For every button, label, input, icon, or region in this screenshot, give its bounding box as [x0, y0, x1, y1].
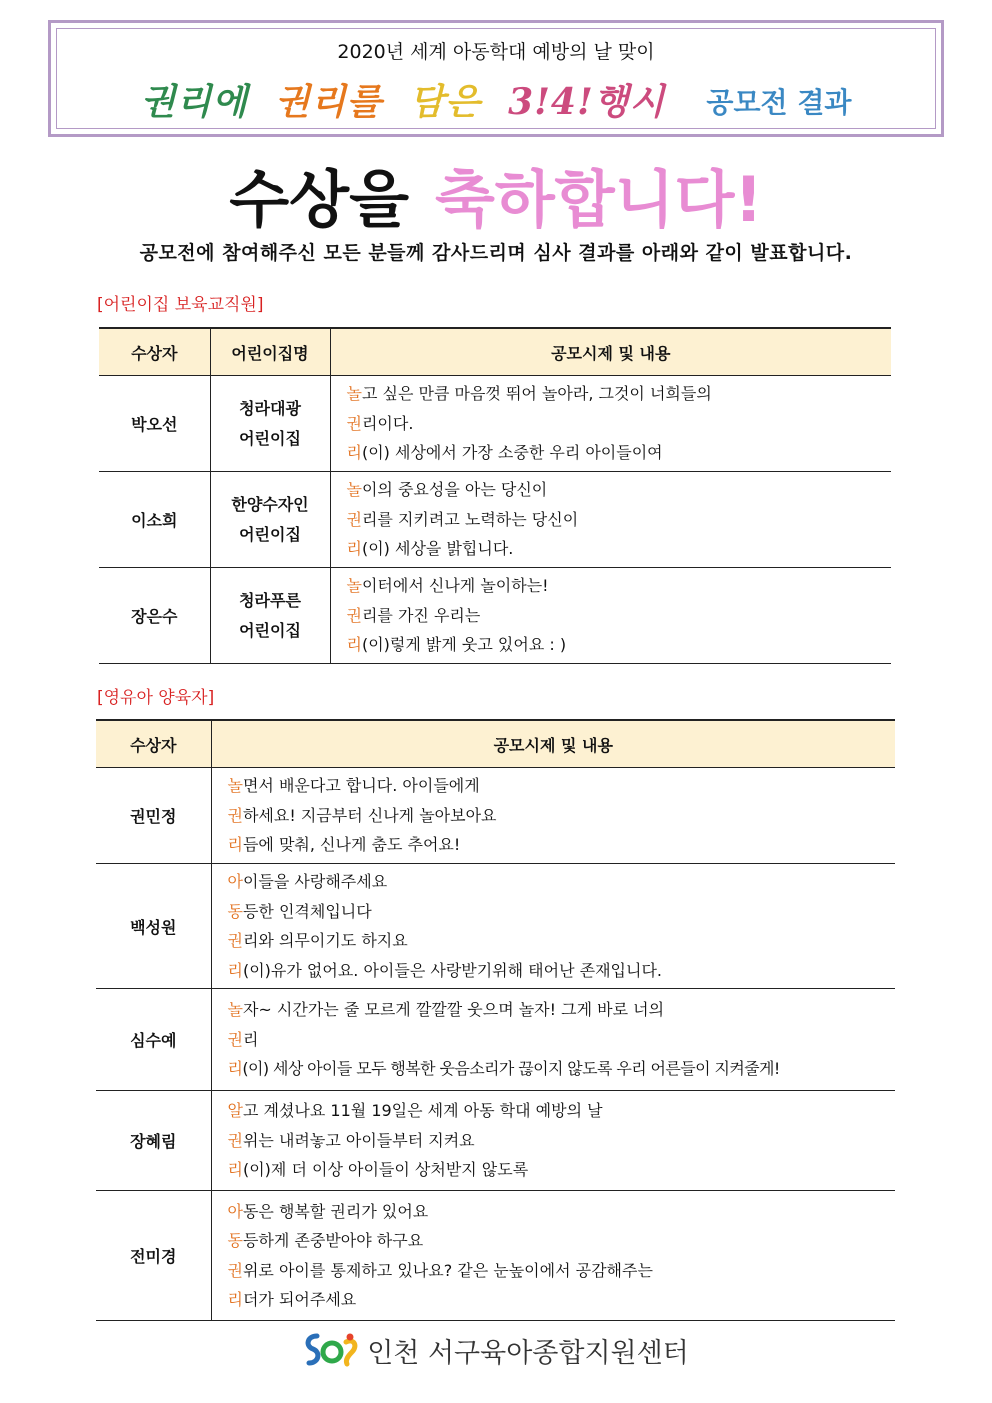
poem-initial: 놀: [346, 576, 362, 596]
staff-results-table: [99, 327, 891, 664]
poem-line: [347, 438, 891, 468]
poem-text: 리이다.: [361, 413, 414, 433]
poem-initial: 권: [346, 605, 362, 625]
winner-name: 권민정: [96, 768, 211, 864]
col-header-winner: 수상자: [96, 720, 211, 768]
poem-text: 이의 중요성을 아는 당신이: [361, 480, 548, 500]
poem-line: [228, 1197, 895, 1227]
poem-word-3: 담은: [409, 81, 481, 123]
poem-line: [228, 926, 895, 956]
poem-text: 하세요! 지금부터 신나게 놀아보아요: [242, 805, 497, 825]
poem-text: 면서 배운다고 합니다. 아이들에게: [242, 776, 480, 796]
poem-initial: 리: [227, 835, 243, 855]
poem-initial: 동: [227, 1231, 243, 1250]
parent-results-table: [96, 719, 895, 1321]
poem-line: [228, 1256, 895, 1286]
daycare-name-line: 어린이집: [239, 428, 301, 448]
winner-name: 심수예: [96, 989, 211, 1091]
poem-line: [228, 830, 895, 860]
col-header-daycare: 어린이집명: [210, 328, 330, 376]
poem-initial: 권: [227, 1260, 243, 1280]
poem-line: [228, 1226, 895, 1256]
poem-line: [228, 995, 895, 1025]
poem-line: [228, 1096, 895, 1126]
footer: [0, 1330, 992, 1370]
poem-content: [330, 472, 891, 568]
daycare-name-line: 청라푸른: [239, 590, 301, 610]
poem-initial: 권: [227, 1029, 243, 1049]
poem-text: 이터에서 신나게 놀이하는!: [361, 576, 549, 596]
section-label-parents: [영유아 양육자]: [97, 688, 215, 708]
poem-initial: 놀: [227, 1000, 243, 1020]
header-title-line: [57, 74, 935, 125]
daycare-name-line: 어린이집: [239, 524, 301, 544]
table-header-row: [96, 720, 895, 768]
poem-initial: 리: [346, 443, 362, 463]
table-row: [96, 768, 895, 864]
poem-line: [347, 505, 891, 535]
poem-initial: 리: [227, 1160, 243, 1180]
poem-text: 리와 의무이기도 하지요: [242, 931, 408, 950]
poem-initial: 리: [227, 1059, 243, 1079]
poem-initial: 권: [227, 931, 243, 950]
table-header-row: [99, 328, 891, 376]
daycare-name: [210, 472, 330, 568]
poem-initial: 권: [346, 509, 362, 529]
poem-line: [347, 379, 891, 409]
poem-text: 자~ 시간가는 줄 모르게 깔깔깔 웃으며 놀자! 그게 바로 너의: [242, 1000, 665, 1020]
poem-content: [211, 1191, 895, 1321]
table-row: [96, 864, 895, 989]
col-header-content: 공모시제 및 내용: [330, 328, 891, 376]
winner-name: 박오선: [99, 376, 210, 472]
poem-initial: 놀: [346, 480, 362, 500]
poem-text: 위는 내려놓고 아이들부터 지켜요: [242, 1130, 475, 1150]
footer-org-name: 인천 서구육아종합지원센터: [367, 1338, 689, 1369]
poem-initial: 알: [227, 1101, 243, 1121]
col-header-winner: 수상자: [99, 328, 210, 376]
poem-initial: 놀: [227, 776, 243, 796]
poem-text: 이들을 사랑해주세요: [242, 872, 388, 891]
poem-text: 리: [242, 1029, 259, 1049]
poem-text: 등하게 존중받아야 하구요: [242, 1231, 424, 1250]
winner-name: 전미경: [96, 1191, 211, 1321]
poem-content: [211, 864, 895, 989]
winner-name: 백성원: [96, 864, 211, 989]
poem-content: [211, 1091, 895, 1191]
poem-text: 고 계셨나요 11월 19일은 세계 아동 학대 예방의 날: [242, 1101, 603, 1121]
poem-line: [347, 534, 891, 564]
congrats-part-2: 축하합니다!: [434, 163, 763, 236]
winner-name: 이소희: [99, 472, 210, 568]
poem-line: [228, 771, 895, 801]
table-row: [99, 472, 891, 568]
poem-text: 리를 가진 우리는: [361, 605, 481, 625]
poem-text: (이) 세상을 밝힙니다.: [361, 539, 514, 559]
poem-text: 등한 인격체입니다: [242, 901, 372, 921]
col-header-content: 공모시제 및 내용: [211, 720, 895, 768]
daycare-name-line: 한양수자인: [231, 494, 309, 514]
table-row: [96, 1191, 895, 1321]
poem-initial: 리: [346, 539, 362, 559]
poem-text: (이) 세상에서 가장 소중한 우리 아이들이여: [361, 443, 663, 463]
poem-text: (이) 세상 아이들 모두 행복한 웃음소리가 끊이지 않도록 우리 어른들이 지켜줄게!: [242, 1059, 780, 1079]
table-row: [99, 376, 891, 472]
table-row: [96, 989, 895, 1091]
poem-initial: 아: [227, 872, 243, 891]
poem-initial: 리: [227, 1290, 243, 1309]
poem-line: [347, 601, 891, 631]
poem-initial: 리: [346, 635, 362, 655]
poem-text: 더가 되어주세요: [242, 1290, 357, 1309]
poem-text: 리를 지키려고 노력하는 당신이: [361, 509, 579, 529]
poem-initial: 리: [227, 960, 243, 980]
poem-initial: 권: [346, 413, 362, 433]
poem-line: [347, 409, 891, 439]
header-subtitle: 2020년 세계 아동학대 예방의 날 맞이: [337, 41, 655, 63]
contest-result-title: 공모전 결과: [706, 86, 852, 119]
poem-text: 듬에 맞춰, 신나게 춤도 추어요!: [242, 835, 461, 855]
poem-line: [347, 475, 891, 505]
poem-text: (이)렇게 밝게 웃고 있어요 : ): [361, 635, 567, 655]
poem-word-2: 권리를: [274, 81, 383, 123]
poem-content: [211, 989, 895, 1091]
poem-word-4: 3!4!행시: [508, 81, 666, 123]
poem-word-1: 권리에: [140, 81, 248, 123]
poem-line: [228, 897, 895, 927]
poem-line: [228, 1126, 895, 1156]
daycare-name-line: 청라대광: [239, 398, 301, 418]
poem-content: [211, 768, 895, 864]
poem-line: [228, 956, 895, 986]
poem-text: (이)제 더 이상 아이들이 상처받지 않도록: [242, 1160, 529, 1180]
poem-line: [228, 1155, 895, 1185]
center-logo-icon: [303, 1330, 359, 1370]
poem-line: [347, 630, 891, 660]
poem-line: [228, 801, 895, 831]
poem-text: 위로 아이를 통제하고 있나요? 같은 눈높이에서 공감해주는: [242, 1260, 653, 1280]
poem-text: 동은 행복할 권리가 있어요: [242, 1201, 429, 1221]
winner-name: 장은수: [99, 568, 210, 664]
poem-line: [228, 1054, 895, 1084]
congrats-heading: [0, 150, 992, 239]
poem-content: [330, 568, 891, 664]
intro-text: 공모전에 참여해주신 모든 분들께 감사드리며 심사 결과를 아래와 같이 발표합니다.: [139, 242, 853, 264]
header-inner-frame: [56, 28, 936, 129]
section-label-staff: [어린이집 보육교직원]: [97, 295, 264, 315]
poem-line: [228, 867, 895, 897]
poem-initial: 권: [227, 1130, 243, 1150]
poem-line: [228, 1285, 895, 1315]
poem-text: 고 싶은 만큼 마음껏 뛰어 놀아라, 그것이 너희들의: [361, 384, 712, 404]
poem-text: (이)유가 없어요. 아이들은 사랑받기위해 태어난 존재입니다.: [242, 960, 662, 980]
daycare-name: [210, 568, 330, 664]
daycare-name: [210, 376, 330, 472]
poem-line: [347, 571, 891, 601]
poem-initial: 아: [227, 1201, 243, 1221]
poem-content: [330, 376, 891, 472]
congrats-part-1: 수상을: [229, 163, 409, 236]
table-row: [99, 568, 891, 664]
winner-name: 장혜림: [96, 1091, 211, 1191]
header-box: [48, 20, 944, 137]
poem-initial: 놀: [346, 384, 362, 404]
poem-line: [228, 1025, 895, 1055]
table-row: [96, 1091, 895, 1191]
poem-initial: 동: [227, 901, 243, 921]
poem-initial: 권: [227, 805, 243, 825]
daycare-name-line: 어린이집: [239, 620, 301, 640]
